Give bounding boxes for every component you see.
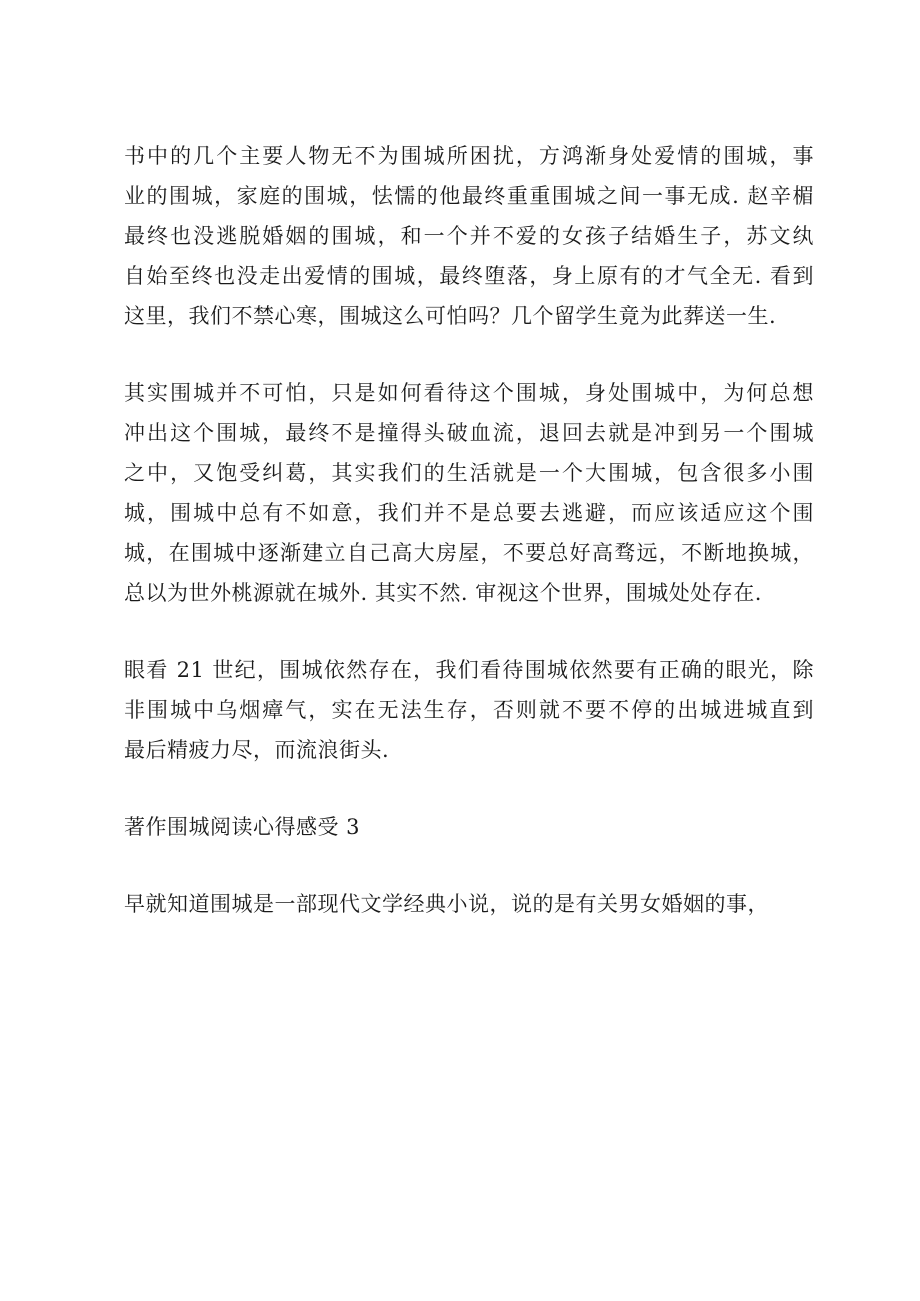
- text-line: 书中的几个主要人物无不为围城所困扰，方鸿渐身处爱情的围城，事: [124, 144, 814, 168]
- text-line: 其实围城并不可怕，只是如何看待这个围城，身处围城中，为何总想: [124, 381, 814, 405]
- section-heading: [124, 807, 814, 847]
- heading-text: 著作围城阅读心得感受 3: [124, 815, 361, 839]
- paragraph-gap: [124, 770, 814, 807]
- text-line: 这里，我们不禁心寒，围城这么可怕吗？几个留学生竟为此葬送一生.: [124, 304, 777, 328]
- text-line: 最后精疲力尽，而流浪街头.: [124, 738, 390, 762]
- document-body: [124, 136, 814, 924]
- paragraph-4: [124, 884, 814, 924]
- text-line: 早就知道围城是一部现代文学经典小说，说的是有关男女婚姻的事，: [124, 892, 769, 916]
- paragraph-2: [124, 373, 814, 613]
- text-line: 总以为世外桃源就在城外. 其实不然. 审视这个世界，围城处处存在.: [124, 581, 762, 605]
- text-line: 眼看 21 世纪，围城依然存在，我们看待围城依然要有正确的眼光，除: [124, 658, 814, 682]
- text-line: 冲出这个围城，最终不是撞得头破血流，退回去就是冲到另一个围城: [124, 421, 814, 445]
- text-line: 非围城中乌烟瘴气，实在无法生存，否则就不要不停的出城进城直到: [124, 698, 814, 722]
- paragraph-1: [124, 136, 814, 336]
- paragraph-3: [124, 650, 814, 770]
- text-line: 城，在围城中逐渐建立自己高大房屋，不要总好高骛远，不断地换城，: [124, 541, 814, 565]
- text-line: 业的围城，家庭的围城，怯懦的他最终重重围城之间一事无成. 赵辛楣: [124, 184, 814, 208]
- paragraph-gap: [124, 847, 814, 884]
- text-line: 自始至终也没走出爱情的围城，最终堕落，身上原有的才气全无. 看到: [124, 264, 814, 288]
- text-line: 最终也没逃脱婚姻的围城，和一个并不爱的女孩子结婚生子，苏文纨: [124, 224, 814, 248]
- text-line: 城，围城中总有不如意，我们并不是总要去逃避，而应该适应这个围: [124, 501, 814, 525]
- paragraph-gap: [124, 613, 814, 650]
- text-line: 之中，又饱受纠葛，其实我们的生活就是一个大围城，包含很多小围: [124, 461, 814, 485]
- paragraph-gap: [124, 336, 814, 373]
